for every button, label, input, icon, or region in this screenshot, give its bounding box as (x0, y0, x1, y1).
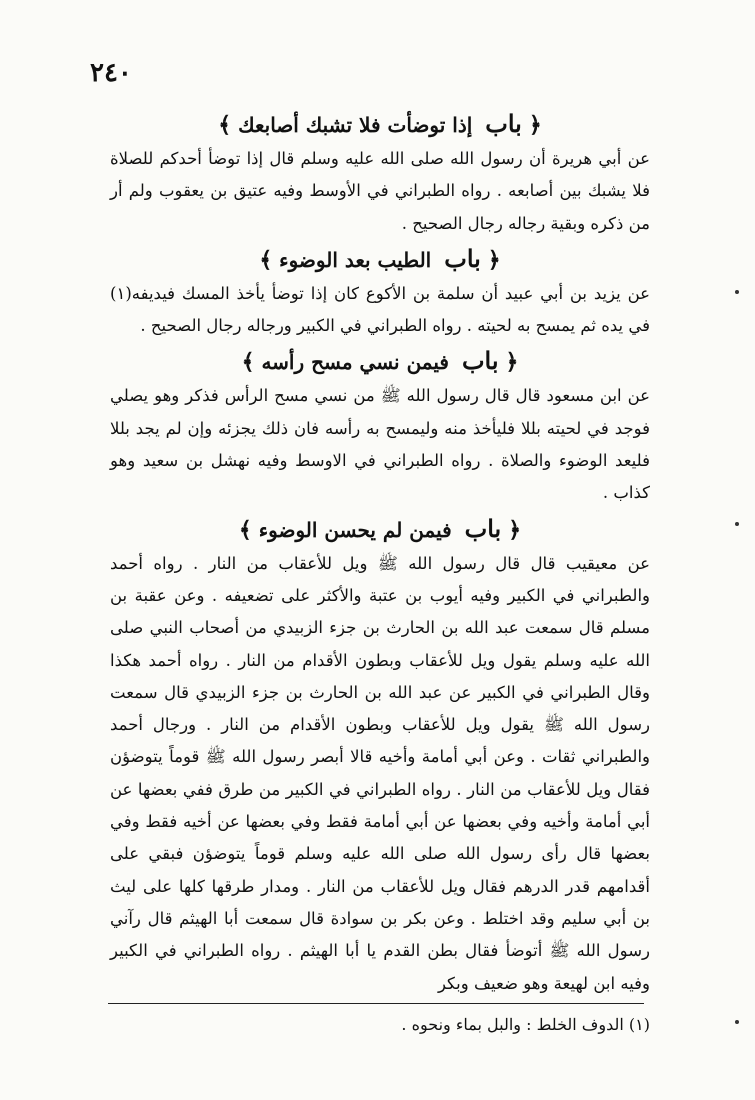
scan-speck (735, 1020, 739, 1024)
heading-title: فيمن لم يحسن الوضوء (258, 517, 452, 542)
scan-speck (735, 522, 739, 526)
heading-title: إذا توضأت فلا تشبك أصابعك (238, 113, 473, 137)
heading-bab: باب (464, 513, 502, 543)
section (110, 105, 650, 240)
main-text (110, 105, 650, 1000)
footnote: (١) الدوف الخلط : والبل بماء ونحوه . (401, 1015, 650, 1034)
footnote-divider (108, 1003, 644, 1004)
heading-bab: باب (461, 346, 499, 376)
section-heading (110, 240, 650, 278)
heading-bracket-icon: ﴿ (505, 349, 519, 376)
paragraph: عن ابن مسعود قال قال رسول الله ﷺ من نسي مسح الرأس فذكر وهو يصلي فوجد في لحيته بللا فليأخذ منه وليمسح به رأسه فان ذلك يجزئه وإن لم يجد بللا فليعد الوضوء والصلاة . رواه الطبراني في الاوسط وفيه نهشل بن سعيد وهو كذاب . (110, 386, 650, 503)
section-heading (110, 510, 650, 548)
section-heading (110, 105, 650, 143)
scan-speck (735, 290, 739, 294)
paragraph: عن معيقيب قال قال رسول الله ﷺ ويل للأعقاب من النار . رواه أحمد والطبراني في الكبير وفيه أيوب بن عتبة والأكثر على تضعيفه . وعن عقبة بن مسلم قال سمعت عبد الله بن الحارث بن جزء الزبيدي من أصحاب النبي صلى الله عليه وسلم يقول ويل للأعقاب وبطون الأقدام من النار . رواه أحمد هكذا وقال الطبراني في الكبير عن عبد الله بن الحارث بن جزء الزبيدي قال سمعت رسول الله ﷺ يقول ويل للأعقاب وبطون الأقدام من النار . ورجال أحمد والطبراني ثقات . وعن أبي أمامة وأخيه قالا أبصر رسول الله ﷺ قوماً يتوضؤن فقال ويل للأعقاب من النار . رواه الطبراني في الكبير من طرق ففي بعضها عن أبي أمامة وأخيه وفي بعضها عن أبي أمامة فقط وفي بعضها عن أخيه فقط وفي بعضها قال رأى رسول الله صلى الله عليه وسلم قوماً يتوضؤن فبقي على أقدامهم قدر الدرهم فقال ويل للأعقاب من النار . ومدار طرقها كلها على ليث بن أبي سليم وقد اختلط . وعن بكر بن سوادة قال سمعت أبا الهيثم قال رآني رسول الله ﷺ أتوضأ فقال بطن القدم يا أبا الهيثم . رواه الطبراني في الكبير وفيه ابن لهيعة وهو ضعيف وبكر (110, 553, 650, 993)
heading-bracket-icon: ﴾ (238, 516, 252, 543)
heading-bracket-icon: ﴾ (241, 349, 255, 376)
heading-title: فيمن نسي مسح رأسه (261, 350, 449, 375)
heading-bracket-icon: ﴾ (259, 246, 273, 273)
heading-bab: باب (485, 109, 522, 138)
paragraph: عن يزيد بن أبي عبيد أن سلمة بن الأكوع كان إذا توضأ يأخذ المسك فيديفه(١) في يده ثم يمسح به لحيته . رواه الطبراني في الكبير ورجاله رجال الصحيح . (110, 283, 650, 336)
heading-bracket-icon: ﴿ (508, 516, 522, 543)
heading-bracket-icon: ﴿ (528, 112, 542, 138)
heading-bracket-icon: ﴿ (487, 246, 501, 273)
heading-title: الطيب بعد الوضوء (279, 247, 432, 272)
heading-bab: باب (444, 243, 481, 273)
section-heading (110, 342, 650, 380)
heading-bracket-icon: ﴾ (218, 112, 232, 138)
section (110, 342, 650, 509)
paragraph: عن أبي هريرة أن رسول الله صلى الله عليه وسلم قال إذا توضأ أحدكم للصلاة فلا يشبك بين أصابعه . رواه الطبراني في الأوسط وفيه عتيق بن يعقوب ولم أر من ذكره وبقية رجاله رجال الصحيح . (110, 149, 650, 233)
section (110, 510, 650, 1000)
page-number: ٢٤٠ (90, 58, 132, 88)
section (110, 240, 650, 343)
